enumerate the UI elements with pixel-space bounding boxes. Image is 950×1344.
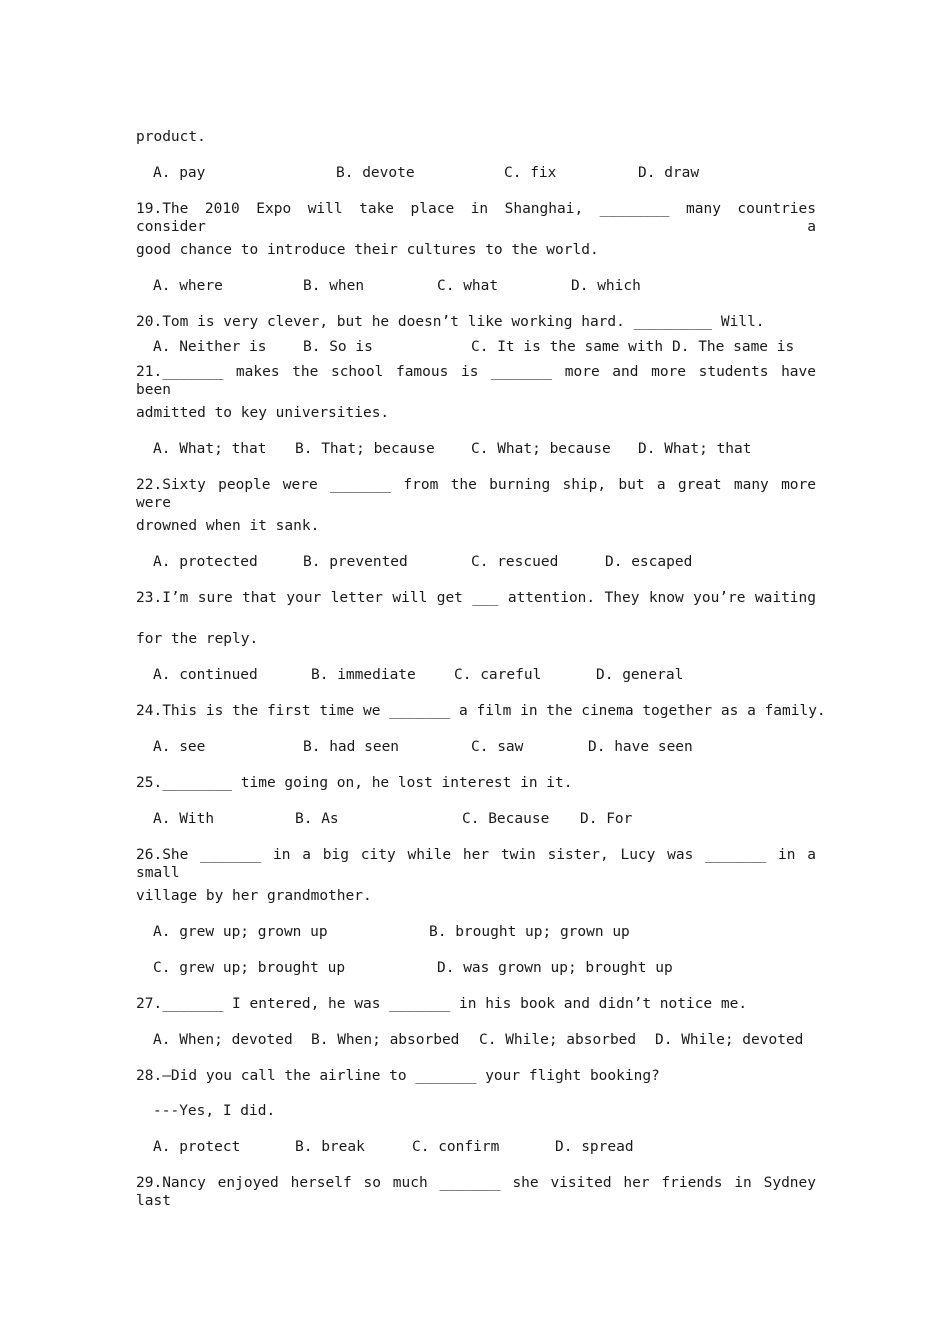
q18-option-a: A. pay — [153, 165, 206, 181]
q26-option-d: D. was grown up; brought up — [437, 960, 673, 976]
q26-option-b: B. brought up; grown up — [429, 924, 630, 940]
q27-option-c: C. While; absorbed — [479, 1032, 637, 1048]
q22-option-a: A. protected — [153, 554, 258, 570]
question-22-line-2: drowned when it sank. — [136, 518, 320, 534]
question-22-line-1: 22.Sixty people were _______ from the burning ship, but a great many more were — [136, 477, 816, 511]
q19-option-c: C. what — [437, 278, 499, 294]
q19-option-a: A. where — [153, 278, 223, 294]
q19-option-b: B. when — [303, 278, 365, 294]
q24-option-b: B. had seen — [303, 739, 400, 755]
q23-option-b: B. immediate — [311, 667, 416, 683]
q18-option-b: B. devote — [336, 165, 415, 181]
q28-option-b: B. break — [295, 1139, 365, 1155]
question-19-line-2: good chance to introduce their cultures to the world. — [136, 242, 599, 258]
question-19-line-1: 19.The 2010 Expo will take place in Shanghai, ________ many countries consider a — [136, 201, 816, 235]
q21-option-c: C. What; because — [471, 441, 611, 457]
q28-option-d: D. spread — [555, 1139, 634, 1155]
question-27-line-1: 27._______ I entered, he was _______ in his book and didn’t notice me. — [136, 996, 748, 1012]
q23-option-a: A. continued — [153, 667, 258, 683]
q21-option-b: B. That; because — [295, 441, 435, 457]
q20-option-d: D. The same is — [672, 339, 795, 355]
question-21-line-1: 21._______ makes the school famous is _______ more and more students have been — [136, 364, 816, 398]
question-25-line-1: 25.________ time going on, he lost interest in it. — [136, 775, 573, 791]
q26-option-c: C. grew up; brought up — [153, 960, 346, 976]
question-20-line-1: 20.Tom is very clever, but he doesn’t like working hard. _________ Will. — [136, 314, 765, 330]
q22-option-c: C. rescued — [471, 554, 559, 570]
q22-option-d: D. escaped — [605, 554, 693, 570]
q22-option-b: B. prevented — [303, 554, 408, 570]
q25-option-c: C. Because — [462, 811, 550, 827]
q28-option-c: C. confirm — [412, 1139, 500, 1155]
q23-option-c: C. careful — [454, 667, 542, 683]
q21-option-a: A. What; that — [153, 441, 267, 457]
question-23-line-1: 23.I’m sure that your letter will get ___ attention. They know you’re waiting — [136, 590, 816, 606]
q26-option-a: A. grew up; grown up — [153, 924, 328, 940]
q25-option-a: A. With — [153, 811, 215, 827]
q18-option-d: D. draw — [638, 165, 700, 181]
q20-option-b: B. So is — [303, 339, 373, 355]
question-26-line-1: 26.She _______ in a big city while her twin sister, Lucy was _______ in a small — [136, 847, 816, 881]
q28-option-a: A. protect — [153, 1139, 241, 1155]
question-28-line-2: ---Yes, I did. — [153, 1103, 276, 1119]
question-28-line-1: 28.—Did you call the airline to _______ your flight booking? — [136, 1068, 660, 1084]
question-18-continuation: product. — [136, 129, 206, 145]
q25-option-b: B. As — [295, 811, 339, 827]
q27-option-d: D. While; devoted — [655, 1032, 804, 1048]
q21-option-d: D. What; that — [638, 441, 752, 457]
q20-option-c: C. It is the same with — [471, 339, 664, 355]
q24-option-a: A. see — [153, 739, 206, 755]
question-23-line-2: for the reply. — [136, 631, 259, 647]
q24-option-d: D. have seen — [588, 739, 693, 755]
q24-option-c: C. saw — [471, 739, 524, 755]
question-24-line-1: 24.This is the first time we _______ a film in the cinema together as a family. — [136, 703, 826, 719]
question-21-line-2: admitted to key universities. — [136, 405, 390, 421]
q18-option-c: C. fix — [504, 165, 557, 181]
question-29-line-1: 29.Nancy enjoyed herself so much _______ she visited her friends in Sydney last — [136, 1175, 816, 1209]
q27-option-b: B. When; absorbed — [311, 1032, 460, 1048]
q23-option-d: D. general — [596, 667, 684, 683]
question-26-line-2: village by her grandmother. — [136, 888, 372, 904]
q19-option-d: D. which — [571, 278, 641, 294]
q25-option-d: D. For — [580, 811, 633, 827]
q27-option-a: A. When; devoted — [153, 1032, 293, 1048]
q20-option-a: A. Neither is — [153, 339, 267, 355]
